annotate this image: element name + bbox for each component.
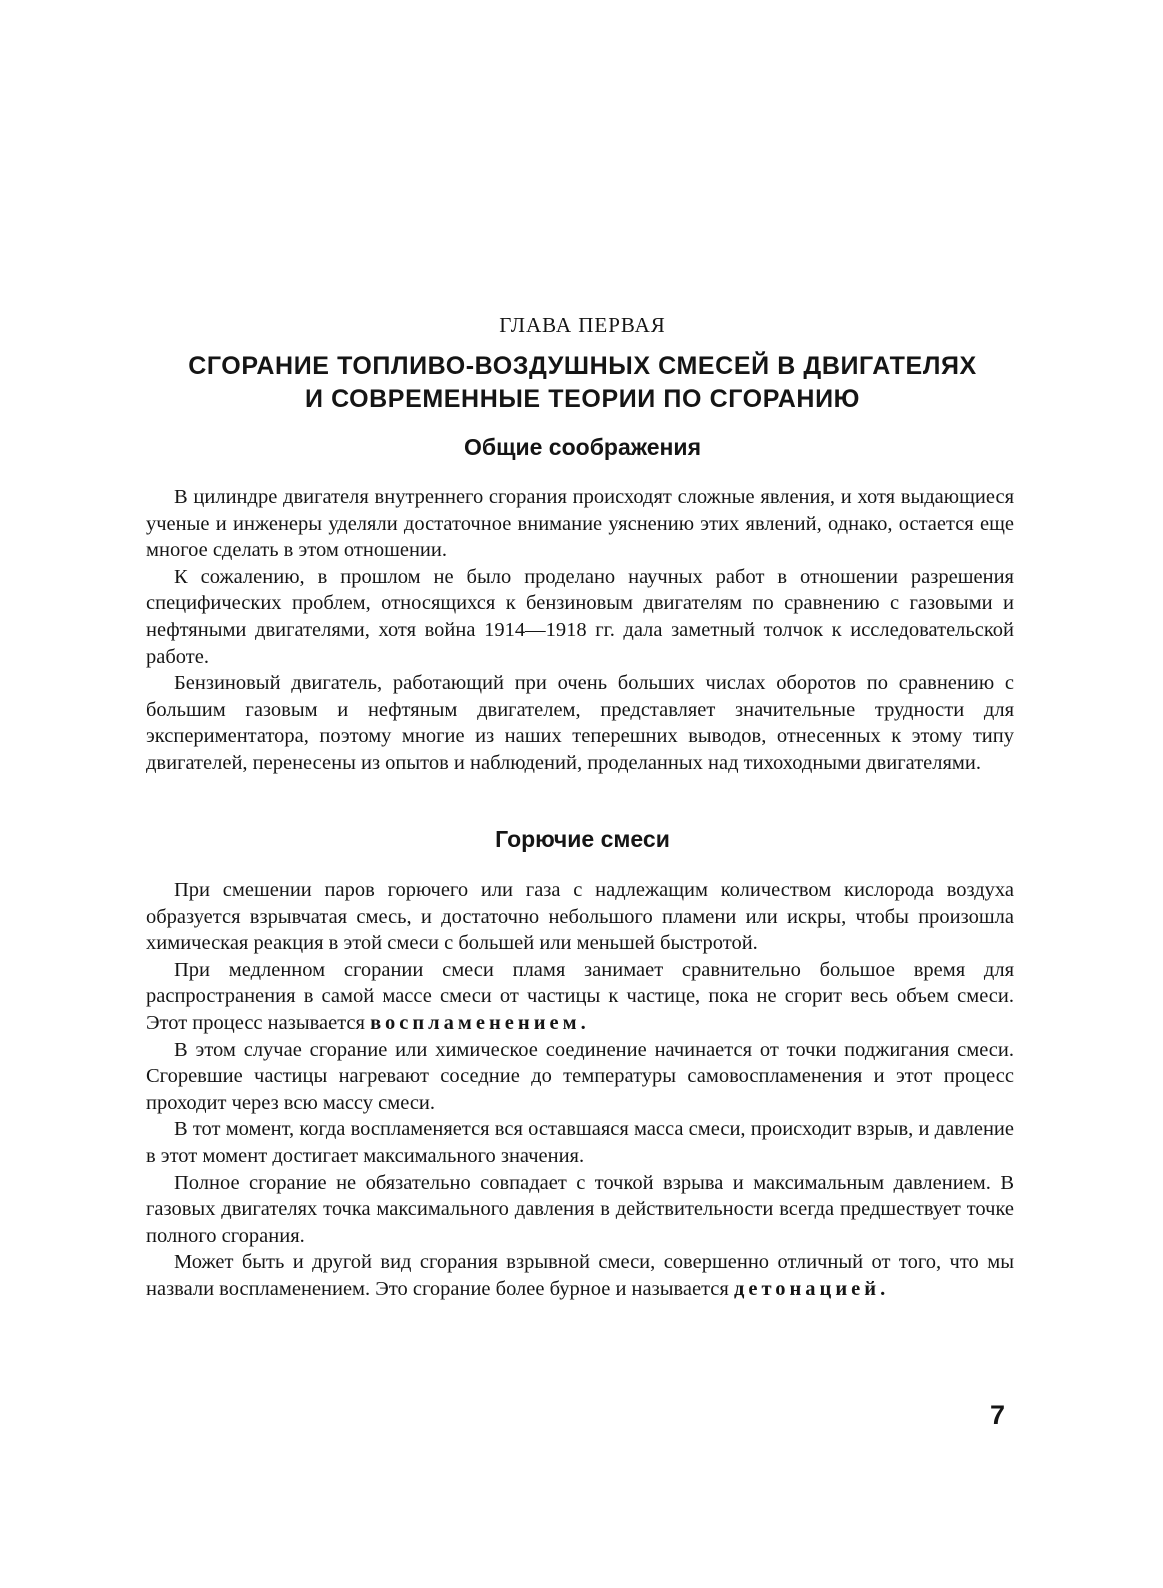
chapter-title — [140, 350, 1025, 416]
paragraph — [146, 1249, 1014, 1302]
paragraph: К сожалению, в прошлом не было проделано научных работ в отношении разрешения специфических проблем, относящихся к бензиновым двигателям по сравнению с газовыми и нефтяными двигателями, хотя война 1914—1918 гг. дала заметный толчок к исследовательской работе. — [146, 565, 1014, 668]
chapter-title-line-2: И СОВРЕМЕННЫЕ ТЕОРИИ ПО СГОРАНИЮ — [304, 385, 861, 413]
section-2-body — [146, 877, 1014, 1303]
paragraph — [146, 957, 1014, 1037]
paragraph: В тот момент, когда воспламеняется вся оставшаяся масса смеси, происходит взрыв, и давление в этот момент достигает максимального значения. — [146, 1118, 1014, 1167]
paragraph: При смешении паров горючего или газа с надлежащим количеством кислорода воздуха образуется взрывчатая смесь, и достаточно небольшого пламени или искры, чтобы произошла химическая реакция в этой смеси с большей или меньшей быстротой. — [146, 879, 1014, 955]
term-detonation: детонацией. — [733, 1277, 890, 1300]
page-number: 7 — [990, 1400, 1006, 1430]
term-ignition: воспламенением. — [370, 1011, 590, 1034]
chapter-title-line-1: СГОРАНИЕ ТОПЛИВО-ВОЗДУШНЫХ СМЕСЕЙ В ДВИГАТЕЛЯХ — [188, 352, 977, 380]
section-heading-combustible-mixtures: Горючие смеси — [495, 826, 670, 852]
paragraph: В этом случае сгорание или химическое соединение начинается от точки поджигания смеси. Сгоревшие частицы нагревают соседние до температуры самовоспламенения и этот процесс проходит через всю массу смеси. — [146, 1038, 1014, 1114]
paragraph: В цилиндре двигателя внутреннего сгорания происходят сложные явления, и хотя выдающиеся ученые и инженеры уделяли достаточное внимание уяснению этих явлений, однако, остается еще многое сделать в этом отношении. — [146, 486, 1014, 562]
paragraph-text: При медленном сгорании смеси пламя занимает сравнительно большое время для распространения в самой массе смеси от частицы к частице, пока не сгорит весь объем смеси. Этот процесс называется — [146, 958, 1014, 1034]
section-1-body — [146, 484, 1014, 777]
section-heading-general-considerations: Общие соображения — [463, 434, 701, 460]
paragraph: Бензиновый двигатель, работающий при очень больших числах оборотов по сравнению с большим газовым и нефтяным двигателем, представляет значительные трудности для экспериментатора, поэтому многие из наших теперешних выводов, отнесенных к этому типу двигателей, перенесены из опытов и наблюдений, проделанных над тихоходными двигателями. — [146, 672, 1014, 774]
paragraph: Полное сгорание не обязательно совпадает с точкой взрыва и максимальным давлением. В газовых двигателях точка максимального давления в действительности всегда предшествует точке полного сгорания. — [146, 1171, 1014, 1247]
paragraph-text: Может быть и другой вид сгорания взрывной смеси, совершенно отличный от того, что мы назвали воспламенением. Это сгорание более бурное и называется — [146, 1251, 1014, 1300]
chapter-label: ГЛАВА ПЕРВАЯ — [499, 313, 666, 337]
